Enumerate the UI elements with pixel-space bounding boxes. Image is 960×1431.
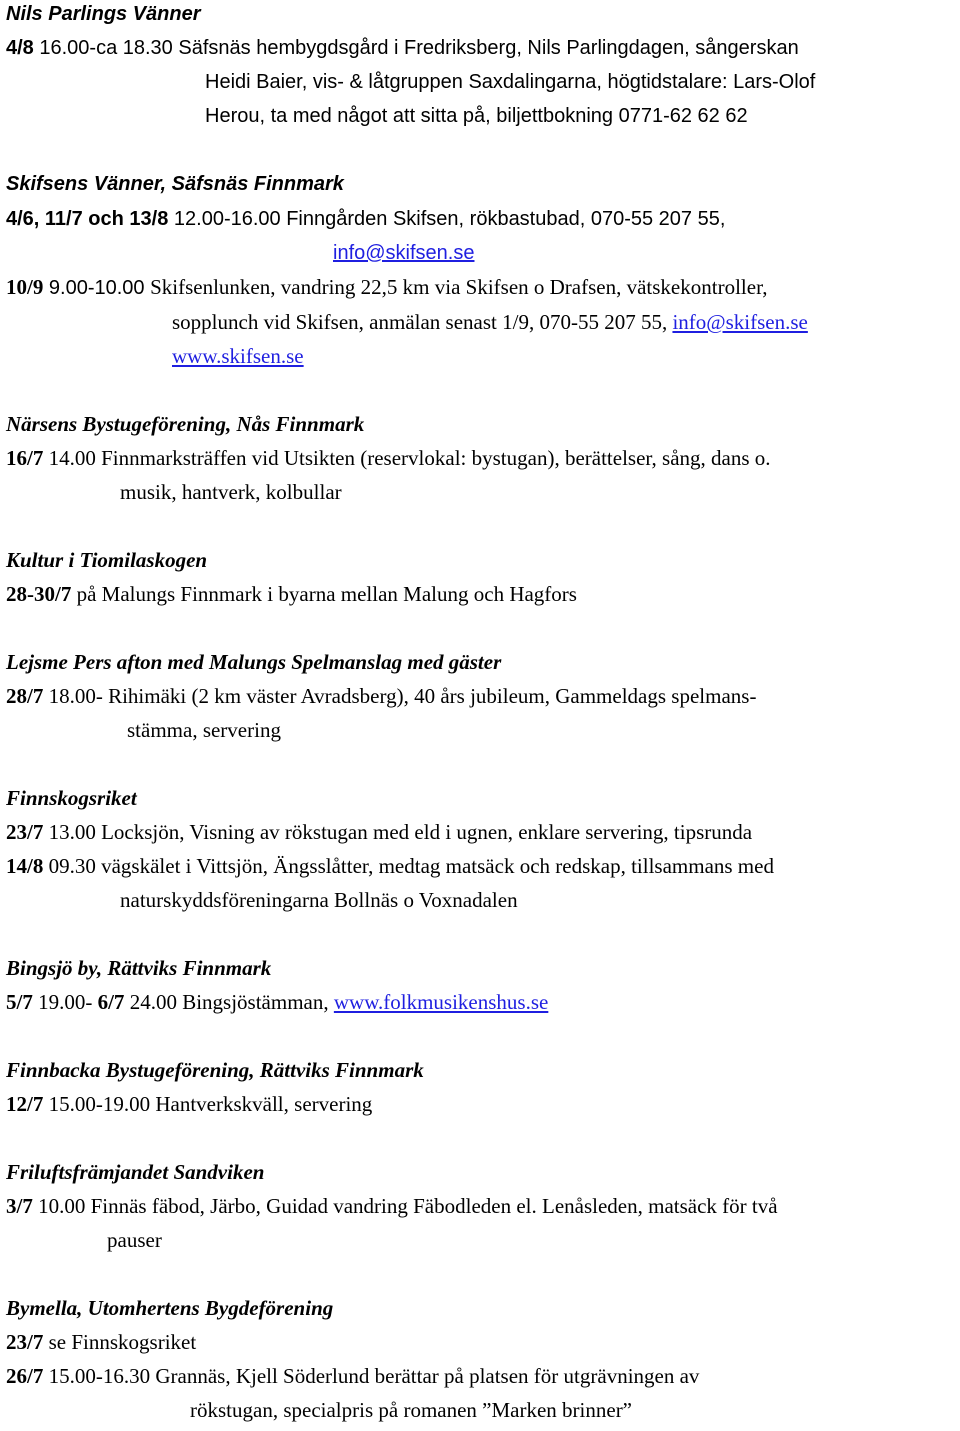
event-description: Bingsjöstämman, (182, 990, 334, 1014)
event-section (6, 781, 960, 917)
event-date: 14/8 (6, 854, 44, 878)
event-description: Locksjön, Visning av rökstugan med eld i ugnen, enklare servering, tipsrunda (101, 820, 753, 844)
organizer-heading: Närsens Bystugeförening, Nås Finnmark (6, 412, 365, 436)
event-time: 16.00-ca 18.30 (33, 37, 179, 59)
event-description: Hantverkskväll, servering (155, 1092, 373, 1116)
event-time: 15.00-19.00 (43, 1092, 156, 1116)
organizer-heading: Bingsjö by, Rättviks Finnmark (6, 956, 272, 980)
event-description-line: stämma, servering (127, 718, 281, 742)
organizer-heading: Kultur i Tiomilaskogen (6, 548, 208, 572)
event-description: Grannäs, Kjell Söderlund berättar på platsen för utgrävningen av (155, 1364, 700, 1388)
event-description: Finnmarksträffen vid Utsikten (reservlokal: bystugan), berättelser, sång, dans o. (101, 446, 771, 470)
event-time: 9.00-10.00 (43, 277, 151, 299)
organizer-heading: Bymella, Utomhertens Bygdeförening (6, 1296, 334, 1320)
organizer-heading: Finnskogsriket (6, 786, 137, 810)
event-time: 12.00-16.00 (168, 208, 287, 230)
event-description-line: Heidi Baier, vis- & låtgruppen Saxdalingarna, högtidstalare: Lars-Olof (205, 71, 816, 93)
event-section (6, 167, 960, 373)
event-date: 4/6, 11/7 och 13/8 (6, 208, 169, 230)
event-date: 5/7 (6, 990, 33, 1014)
event-section (6, 0, 960, 133)
document-page (6, 0, 960, 1427)
event-description-line: Herou, ta med något att sitta på, biljettbokning 0771-62 62 62 (205, 105, 748, 127)
event-entry (6, 849, 960, 917)
event-entry (6, 270, 960, 373)
event-date: 3/7 (6, 1194, 33, 1218)
event-date: 23/7 (6, 1330, 44, 1354)
event-entry (6, 31, 960, 133)
event-time: 14.00 (43, 446, 102, 470)
website-link[interactable]: www.skifsen.se (172, 344, 304, 368)
organizer-heading: Skifsens Vänner, Säfsnäs Finnmark (6, 173, 344, 195)
event-description: på Malungs Finnmark i byarna mellan Malung och Hagfors (71, 582, 577, 606)
event-time: 18.00- (43, 684, 109, 708)
event-description: Skifsenlunken, vandring 22,5 km via Skifsen o Drafsen, vätskekontroller, (150, 275, 768, 299)
organizer-heading: Nils Parlings Vänner (6, 3, 201, 25)
event-section (6, 407, 960, 509)
event-description: Säfsnäs hembygdsgård i Fredriksberg, Nils Parlingdagen, sångerskan (178, 37, 799, 59)
event-entry (6, 441, 960, 509)
event-section (6, 645, 960, 747)
event-entry (6, 1189, 960, 1257)
event-description: se Finnskogsriket (43, 1330, 197, 1354)
event-end-time: 24.00 (124, 990, 183, 1014)
event-entry (6, 1359, 960, 1427)
event-date: 23/7 (6, 820, 44, 844)
event-description: Finngården Skifsen, rökbastubad, 070-55 207 55, (286, 208, 726, 230)
event-entry (6, 1087, 960, 1121)
organizer-heading: Friluftsfrämjandet Sandviken (6, 1160, 265, 1184)
event-description: Finnäs fäbod, Järbo, Guidad vandring Fäbodleden el. Lenåsleden, matsäck för två (90, 1194, 778, 1218)
event-entry (6, 815, 960, 849)
event-description: Rihimäki (2 km väster Avradsberg), 40 års jubileum, Gammeldags spelmans- (108, 684, 757, 708)
event-description-line: naturskyddsföreningarna Bollnäs o Voxnadalen (120, 888, 518, 912)
email-link[interactable]: info@skifsen.se (672, 310, 808, 334)
event-time: 10.00 (32, 1194, 91, 1218)
event-section (6, 1155, 960, 1257)
event-entry (6, 985, 960, 1019)
event-entry (6, 1325, 960, 1359)
event-description-line: rökstugan, specialpris på romanen ”Marken brinner” (190, 1398, 633, 1422)
event-time: 09.30 (43, 854, 102, 878)
event-description-line: musik, hantverk, kolbullar (120, 480, 342, 504)
event-description-line: pauser (107, 1228, 162, 1252)
organizer-heading: Finnbacka Bystugeförening, Rättviks Finnmark (6, 1058, 424, 1082)
event-date: 12/7 (6, 1092, 44, 1116)
event-entry (6, 201, 960, 270)
event-date: 26/7 (6, 1364, 44, 1388)
email-link[interactable]: info@skifsen.se (333, 242, 475, 264)
event-time: 15.00-16.30 (43, 1364, 156, 1388)
website-link[interactable]: www.folkmusikenshus.se (333, 990, 549, 1014)
event-section (6, 951, 960, 1019)
event-entry (6, 577, 960, 611)
event-section (6, 543, 960, 611)
event-date: 16/7 (6, 446, 44, 470)
organizer-heading: Lejsme Pers afton med Malungs Spelmanslag med gäster (6, 650, 502, 674)
event-description: vägskälet i Vittsjön, Ängsslåtter, medtag matsäck och redskap, tillsammans med (101, 854, 774, 878)
event-time: 19.00- (32, 990, 98, 1014)
event-end-date: 6/7 (97, 990, 125, 1014)
event-entry (6, 679, 960, 747)
event-date: 4/8 (6, 37, 34, 59)
event-date: 28/7 (6, 684, 44, 708)
event-section (6, 1291, 960, 1427)
event-date: 10/9 (6, 275, 44, 299)
event-time: 13.00 (43, 820, 102, 844)
event-section (6, 1053, 960, 1121)
event-date: 28-30/7 (6, 582, 72, 606)
event-description-line: sopplunch vid Skifsen, anmälan senast 1/9, 070-55 207 55, (172, 310, 673, 334)
